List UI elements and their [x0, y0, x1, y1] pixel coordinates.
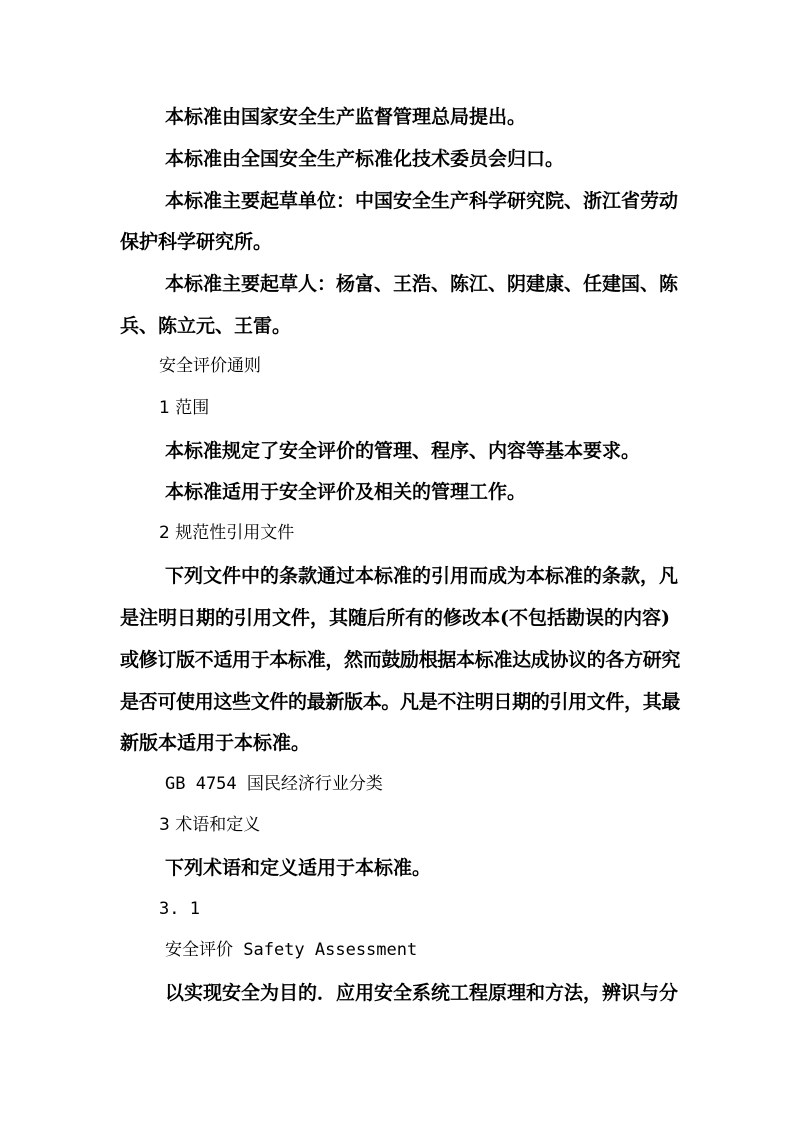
- paragraph-drafting-units-line2: 保护科学研究所。: [120, 231, 273, 253]
- drafters-text: 本标准主要起草人：杨富、王浩、陈江、阴建康、任建国、陈: [165, 273, 679, 295]
- section-3-intro: 下列术语和定义适用于本标准。: [165, 857, 432, 879]
- section-3-heading: 3 术语和定义: [159, 815, 261, 835]
- paragraph-drafters-line1: [165, 273, 679, 295]
- paragraph-proposer: 本标准由国家安全生产监督管理总局提出。: [165, 106, 527, 128]
- section-2-heading: 2 规范性引用文件: [159, 523, 295, 543]
- paragraph-drafters-line2: 兵、陈立元、王雷。: [120, 315, 292, 337]
- document-title: 安全评价通则: [159, 356, 261, 376]
- section-1-paragraph-2: 本标准适用于安全评价及相关的管理工作。: [165, 481, 527, 503]
- section-2-line-1: 下列文件中的条款通过本标准的引用而成为本标准的条款，凡: [165, 565, 679, 587]
- section-1-paragraph-1: 本标准规定了安全评价的管理、程序、内容等基本要求。: [165, 440, 641, 462]
- section-1-heading: 1 范围: [159, 398, 210, 418]
- paragraph-administrator: 本标准由全国安全生产标准化技术委员会归口。: [165, 148, 565, 170]
- section-2-line-5: 新版本适用于本标准。: [120, 732, 311, 754]
- term-safety-assessment: 安全评价 Safety Assessment: [165, 940, 418, 960]
- drafting-units-text: 本标准主要起草单位：中国安全生产科学研究院、浙江省劳动: [165, 190, 679, 212]
- paragraph-drafting-units-line1: [165, 190, 679, 212]
- section-2-line-3: 或修订版不适用于本标准，然而鼓励根据本标准达成协议的各方研究: [120, 649, 681, 671]
- normative-reference-gb4754: GB 4754 国民经济行业分类: [165, 774, 383, 794]
- section-2-line-2: 是注明日期的引用文件，其随后所有的修改本(不包括勘误的内容): [120, 607, 670, 629]
- definition-line-1: 以实现安全为目的．应用安全系统工程原理和方法，辨识与分: [165, 982, 679, 1004]
- clause-number: 3. 1: [159, 899, 200, 919]
- section-2-line-4: 是否可使用这些文件的最新版本。凡是不注明日期的引用文件，其最: [120, 691, 681, 713]
